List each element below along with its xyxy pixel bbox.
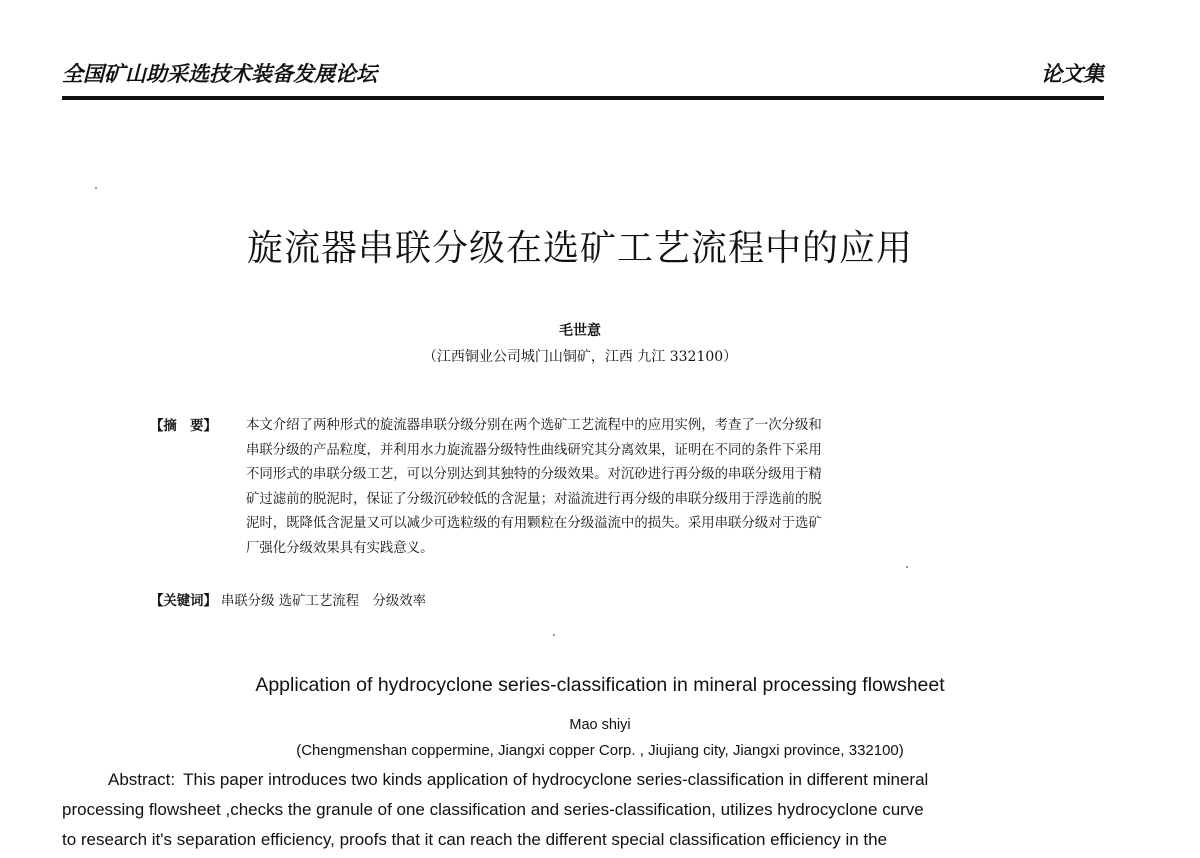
english-abstract-line: processing flowsheet ,checks the granule of one classification and series-classification, utilizes hydrocyclone curve xyxy=(62,800,924,819)
abstract-line xyxy=(150,439,1010,464)
abstract-line xyxy=(150,537,1010,562)
affiliation-cn: （江西铜业公司城门山铜矿，江西 九江 332100） xyxy=(422,349,738,365)
abstract-line xyxy=(150,512,1010,537)
abstract-text: 本文介绍了两种形式的旋流器串联分级分别在两个选矿工艺流程中的应用实例，考查了一次分级和 xyxy=(246,418,822,433)
english-abstract-label: Abstract: xyxy=(108,770,176,789)
header-proceedings-label: 论文集 xyxy=(1041,62,1104,86)
running-header xyxy=(62,58,1104,88)
keywords-text: 串联分级 选矿工艺流程 分级效率 xyxy=(220,594,427,609)
abstract-text: 厂强化分级效果具有实践意义。 xyxy=(246,540,434,556)
header-conference-name: 全国矿山助采选技术装备发展论坛 xyxy=(62,62,377,86)
abstract-line xyxy=(150,488,1010,513)
english-abstract-line: to research it's separation efficiency, proofs that it can reach the different special classification efficiency in the xyxy=(62,830,888,849)
abstract-text: 泥时，既降低含泥量又可以减少可选粒级的有用颗粒在分级溢流中的损失。采用串联分级对于选矿 xyxy=(246,516,822,531)
abstract-cn xyxy=(150,414,1010,561)
abstract-text: 串联分级的产品粒度，并利用水力旋流器分级特性曲线研究其分离效果，证明在不同的条件下采用 xyxy=(246,442,822,458)
english-author: Mao shiyi xyxy=(569,717,631,733)
header-rule xyxy=(62,96,1104,100)
keywords-cn xyxy=(150,590,426,609)
english-abstract-text: This paper introduces two kinds application of hydrocyclone series-classification in different mineral xyxy=(183,770,929,789)
author-name-cn: 毛世意 xyxy=(559,323,601,339)
scan-speck xyxy=(906,566,908,568)
abstract-line xyxy=(150,463,1010,488)
abstract-label: 【摘 要】 xyxy=(150,418,217,434)
scan-speck xyxy=(95,187,97,189)
scan-speck xyxy=(553,634,555,636)
keywords-label: 【关键词】 xyxy=(150,593,217,609)
abstract-line xyxy=(150,414,1010,439)
english-abstract-line xyxy=(108,770,928,790)
english-title: Application of hydrocyclone series-classification in mineral processing flowsheet xyxy=(255,674,945,696)
abstract-text: 矿过滤前的脱泥时，保证了分级沉砂较低的含泥量；对溢流进行再分级的串联分级用于浮选前的脱 xyxy=(246,491,822,507)
paper-title: 旋流器串联分级在选矿工艺流程中的应用 xyxy=(246,228,913,269)
english-affiliation: (Chengmenshan coppermine, Jiangxi copper Corp. , Jiujiang city, Jiangxi province, 332100) xyxy=(296,742,904,759)
abstract-text: 不同形式的串联分级工艺，可以分别达到其独特的分级效果。对沉砂进行再分级的串联分级用于精 xyxy=(246,467,822,482)
